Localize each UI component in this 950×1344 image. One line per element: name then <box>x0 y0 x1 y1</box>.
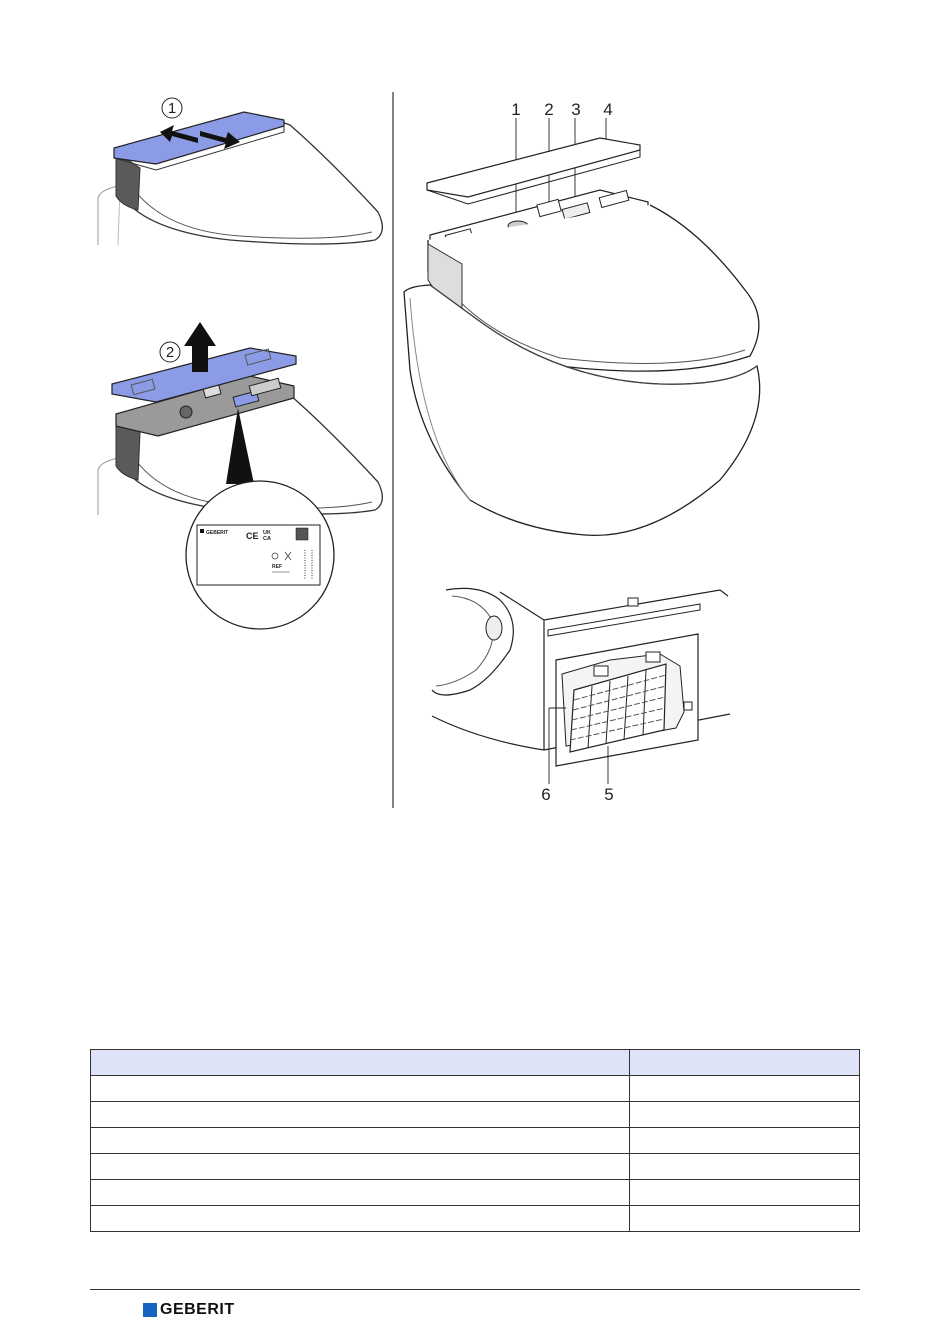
table-row <box>91 1076 860 1102</box>
type-label-zoom <box>186 481 334 629</box>
callout-1: 1 <box>511 100 521 119</box>
table-header-cell <box>630 1050 860 1076</box>
table-cell <box>91 1076 630 1102</box>
table-cell <box>91 1180 630 1206</box>
label-ce-mark: CE <box>246 531 259 541</box>
step-1-label: 1 <box>167 100 177 117</box>
table-cell <box>630 1128 860 1154</box>
callout-2: 2 <box>544 100 554 119</box>
callout-4: 4 <box>603 100 613 119</box>
qr-code-icon <box>296 528 308 540</box>
illustration-slide-cover <box>98 98 382 245</box>
table-row <box>91 1128 860 1154</box>
callout-3: 3 <box>571 100 581 119</box>
table-cell <box>91 1206 630 1232</box>
table-cell <box>630 1102 860 1128</box>
table-row <box>91 1154 860 1180</box>
table-row <box>91 1206 860 1232</box>
illustration-exploded-seat <box>404 100 760 535</box>
logo-square-icon <box>143 1303 157 1317</box>
label-ref: REF <box>272 564 282 570</box>
table-header-row <box>91 1050 860 1076</box>
table-row <box>91 1102 860 1128</box>
table-row <box>91 1180 860 1206</box>
table-cell <box>630 1206 860 1232</box>
label-ukca-1: UK <box>263 530 271 536</box>
table-cell <box>630 1180 860 1206</box>
info-table <box>90 1049 860 1232</box>
illustration-filter <box>432 588 730 804</box>
callout-5: 5 <box>604 785 614 804</box>
step-2-label: 2 <box>165 344 175 361</box>
brand-logo <box>143 1301 235 1319</box>
label-brand: GEBERIT <box>206 530 229 536</box>
table-cell <box>91 1128 630 1154</box>
table-cell <box>91 1154 630 1180</box>
table-header-cell <box>91 1050 630 1076</box>
table-cell <box>91 1102 630 1128</box>
table-cell <box>630 1154 860 1180</box>
footer-divider <box>90 1289 860 1290</box>
label-ukca-2: CA <box>263 536 271 542</box>
callout-6: 6 <box>541 785 551 804</box>
logo-text: GEBERIT <box>160 1301 235 1318</box>
table-cell <box>630 1076 860 1102</box>
